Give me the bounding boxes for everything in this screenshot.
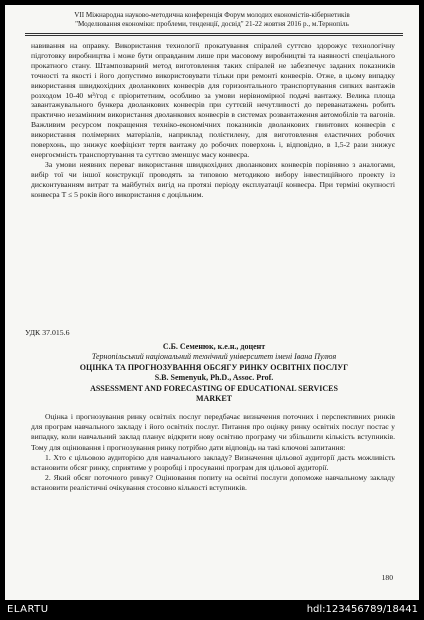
header-rule [25,33,403,34]
article-body [31,412,395,494]
body-paragraph-1: навивання на оправку. Використання технології прокатування спіралей суттєво здорожує технологічну підготовку виробництва і може бути оправданим лише при масовому виробництві та наявності спеціального прокатного стану. Штампозварний метод виготовлення таких спіралей не забезпечує заданих показників точності та якості і його допустимо використовувати тільки при ремонті конвеєрів. Отже, в цьому випадку використання швидкохідних дволанкових конвеєрів для горизонтального транспортування сипких вантажів розходом 10-40 м³/год є пріоритетним, особливо за умови нерівномірної подачі вантажу. Велика площа завантажувального бункера дволанкових конвеєрів при суттєвій нечутливості до переванатажень робить практично незамінним використання дволанкових конвеєрів в системах розвантаження автомобілів та вагонів. Важливим ресурсом покращення техніко-економічних показників дволанкових гвинтових конвеєрів є використання полімерних матеріалів, наприклад полієтилену, для виготовлення еластичних робочих поверхонь, що знижує коефіцієнт тертя вантажу до робочих поверхонь і, відповідно, в 1,5-2 рази знижує енергоємність транспортування та суттєво зменшує масу конвеєра. [31,41,395,159]
handle-identifier: hdl:123456789/18441 [306,604,418,615]
article-paragraph-2: 1. Хто є цільовою аудиторією для навчального закладу? Визначення цільової аудиторії дасть можливість встановити обсяг ринку, сприятиме у розробці і просуванні програм для цільової аудиторії. [31,452,395,473]
header-line-2: "Моделювання економіки: проблеми, тенденції, досвід" 21-22 жовтня 2016 р., м.Тернопіль [75,20,349,28]
body-paragraph-2: За умови неявних переваг використання швидкохідних дволанкових конвеєрів порівняно з аналогами, вибір тої чи іншої конструкції проводять за типовою методикою вибору інвестиційного проекту із дисконтуванням витрат та майбутніх вигід на протязі періоду експлуатації конвеєра. При терміні окупності конвеєра T ≤ 5 років його використання є доцільним. [31,159,395,199]
author-affiliation: Тернопільський національний технічний університет імені Івана Пулюя [91,352,337,362]
running-header [5,11,419,29]
repository-label: ELARTU [7,604,49,615]
author-name: С.Б. Семенюк, к.е.н., доцент [162,342,266,351]
header-rule-thin [25,35,403,36]
article-title-en-line-2: MARKET [196,394,232,404]
udc-code: УДК 37.015.6 [25,328,70,337]
author-name-en: S.B. Semenyuk, Ph.D., Assoc. Prof. [154,373,274,383]
article-title-en-line-1: ASSESSMENT AND FORECASTING OF EDUCATIONAL SERVICES [90,383,338,393]
page-number: 180 [381,573,393,582]
article-paragraph-1: Оцінка і прогнозування ринку освітніх послуг передбачає визначення поточних і перспективних ринків для програм навчального закладу і його освітніх послуг. Питання про оцінку ринку освітніх послуг постає у випадку, коли навчальний заклад планує відкрити нову освітню програму чи збільшити кількість вступників. Тому для оцінювання і прогнозування ринку потрібно дати відповідь на такі ключові запитання: [31,412,395,452]
article-title-block [25,342,403,404]
document-page [5,5,419,600]
article-title-ua: ОЦІНКА ТА ПРОГНОЗУВАННЯ ОБСЯГУ РИНКУ ОСВІТНІХ ПОСЛУГ [79,362,349,372]
body-text [31,41,395,200]
article-paragraph-3: 2. Який обсяг поточного ринку? Оцінювання попиту на освітні послуги допоможе навчальному закладу встановити реалістичні очікування стосовно кількості вступників. [31,473,395,493]
header-line-1: VII Міжнародна науково-методична конференція Форум молодих економістів-кібернетиків [74,11,350,19]
